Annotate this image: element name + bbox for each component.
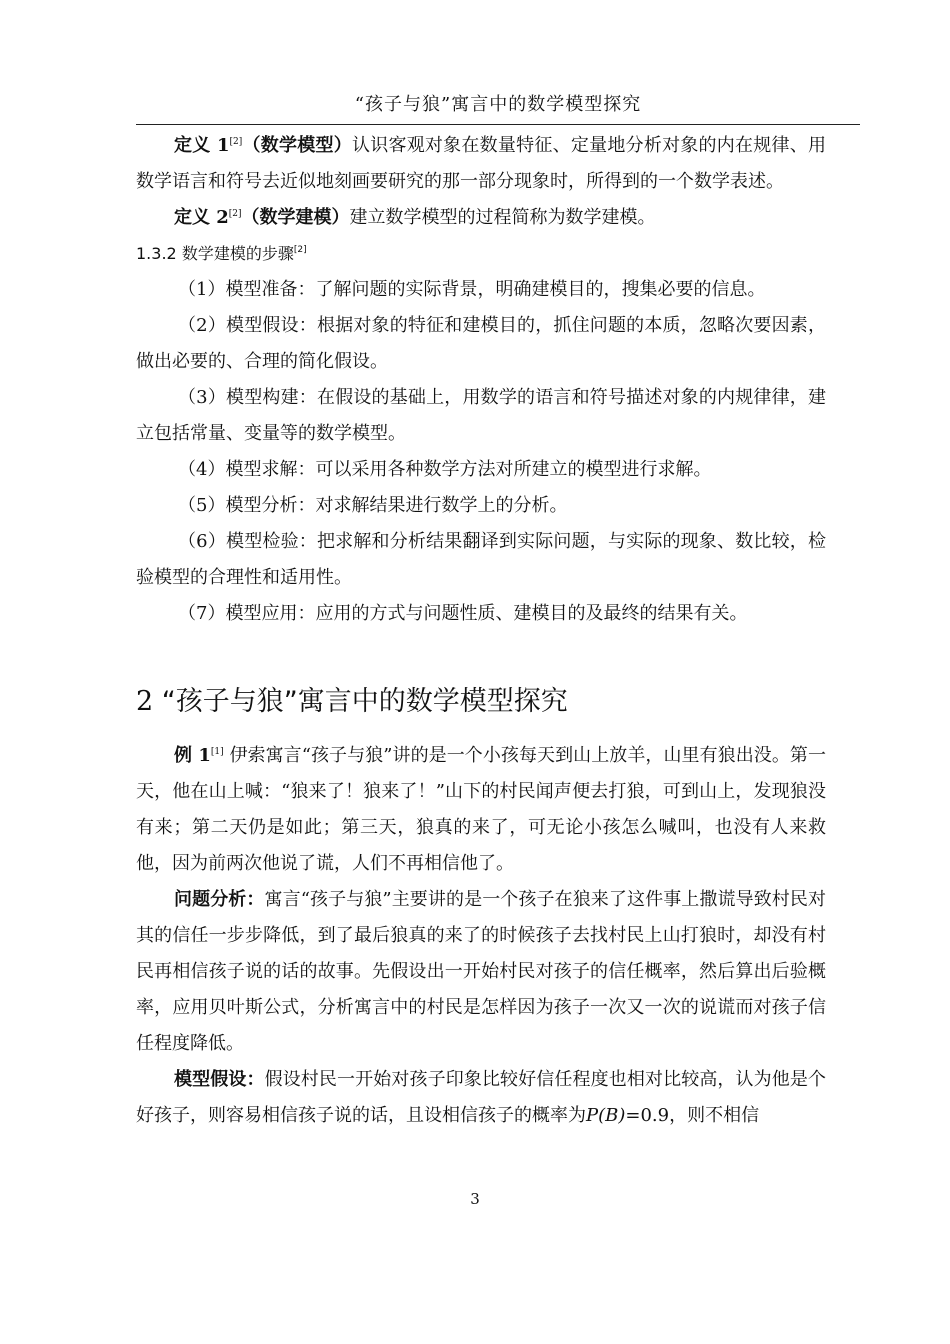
assumption-formula-rest: =0.9，则不相信 [625, 1105, 760, 1126]
definition-1 [136, 128, 826, 200]
definition-2-term: （数学建模） [241, 207, 350, 228]
header-divider [136, 124, 860, 125]
page-body [136, 128, 826, 1134]
example-citation: [1] [210, 747, 224, 757]
example-text: 伊索寓言“孩子与狼”讲的是一个小孩每天到山上放羊，山里有狼出没。第一天，他在山上喊：“狼来了！狼来了！”山下的村民闻声便去打狼，可到山上，发现狼没有来；第二天仍是如此；第三天，狼真的来了，可无论小孩怎么喊叫，也没有人来救他，因为前两次他说了谎，人们不再相信他了。 [136, 745, 826, 874]
step-item: （5）模型分析：对求解结果进行数学上的分析。 [178, 495, 568, 516]
step-item: （1）模型准备：了解问题的实际背景，明确建模目的，搜集必要的信息。 [178, 279, 766, 300]
example-label: 例 1 [174, 745, 211, 766]
definition-1-label: 定义 1 [174, 135, 230, 156]
step-item: （3）模型构建：在假设的基础上，用数学的语言和符号描述对象的内规律律，建立包括常量、变量等的数学模型。 [136, 387, 826, 444]
section-number: 2 [136, 686, 154, 717]
analysis-label: 问题分析： [174, 889, 265, 910]
definition-2-text: 建立数学模型的过程简称为数学建模。 [349, 207, 656, 228]
subsection-number: 1.3.2 [136, 244, 177, 263]
subsection-heading [136, 236, 826, 272]
definition-2 [136, 200, 826, 236]
assumption-label: 模型假设： [174, 1069, 265, 1090]
assumption-text: 假设村民一开始对孩子印象比较好信任程度也相对比较高，认为他是个好孩子，则容易相信孩子说的话，且设相信孩子的概率为 [136, 1069, 827, 1126]
section-heading [136, 680, 826, 724]
definition-1-term: （数学模型） [242, 135, 352, 156]
example-1 [136, 738, 826, 882]
assumption-formula: P(B) [586, 1105, 626, 1126]
definition-1-text: 认识客观对象在数量特征、定量地分析对象的内在规律、用数学语言和符号去近似地刻画要研究的那一部分现象时，所得到的一个数学表述。 [136, 135, 827, 192]
subsection-title: 数学建模的步骤 [181, 244, 294, 263]
step-item: （6）模型检验：把求解和分析结果翻译到实际问题，与实际的现象、数比较，检验模型的合理性和适用性。 [136, 531, 826, 588]
page-number: 3 [470, 1190, 480, 1208]
subsection-citation: [2] [293, 245, 307, 255]
definition-1-citation: [2] [229, 137, 243, 147]
running-header: “孩子与狼”寓言中的数学模型探究 [354, 94, 642, 115]
problem-analysis [136, 882, 826, 1062]
step-item: （7）模型应用：应用的方式与问题性质、建模目的及最终的结果有关。 [178, 603, 748, 624]
step-item: （2）模型假设：根据对象的特征和建模目的，抓住问题的本质，忽略次要因素，做出必要的、合理的简化假设。 [136, 315, 826, 372]
definition-2-citation: [2] [228, 209, 242, 219]
model-assumption [136, 1062, 826, 1134]
step-item: （4）模型求解：可以采用各种数学方法对所建立的模型进行求解。 [178, 459, 712, 480]
definition-2-label: 定义 2 [174, 207, 229, 228]
section-title: “孩子与狼”寓言中的数学模型探究 [161, 686, 568, 717]
analysis-text: 寓言“孩子与狼”主要讲的是一个孩子在狼来了这件事上撒谎导致村民对其的信任一步步降低，到了最后狼真的来了的时候孩子去找村民上山打狼时，却没有村民再相信孩子说的话的故事。先假设出一开始村民对孩子的信任概率，然后算出后验概率，应用贝叶斯公式，分析寓言中的村民是怎样因为孩子一次又一次的说谎而对孩子信任程度降低。 [136, 889, 826, 1054]
